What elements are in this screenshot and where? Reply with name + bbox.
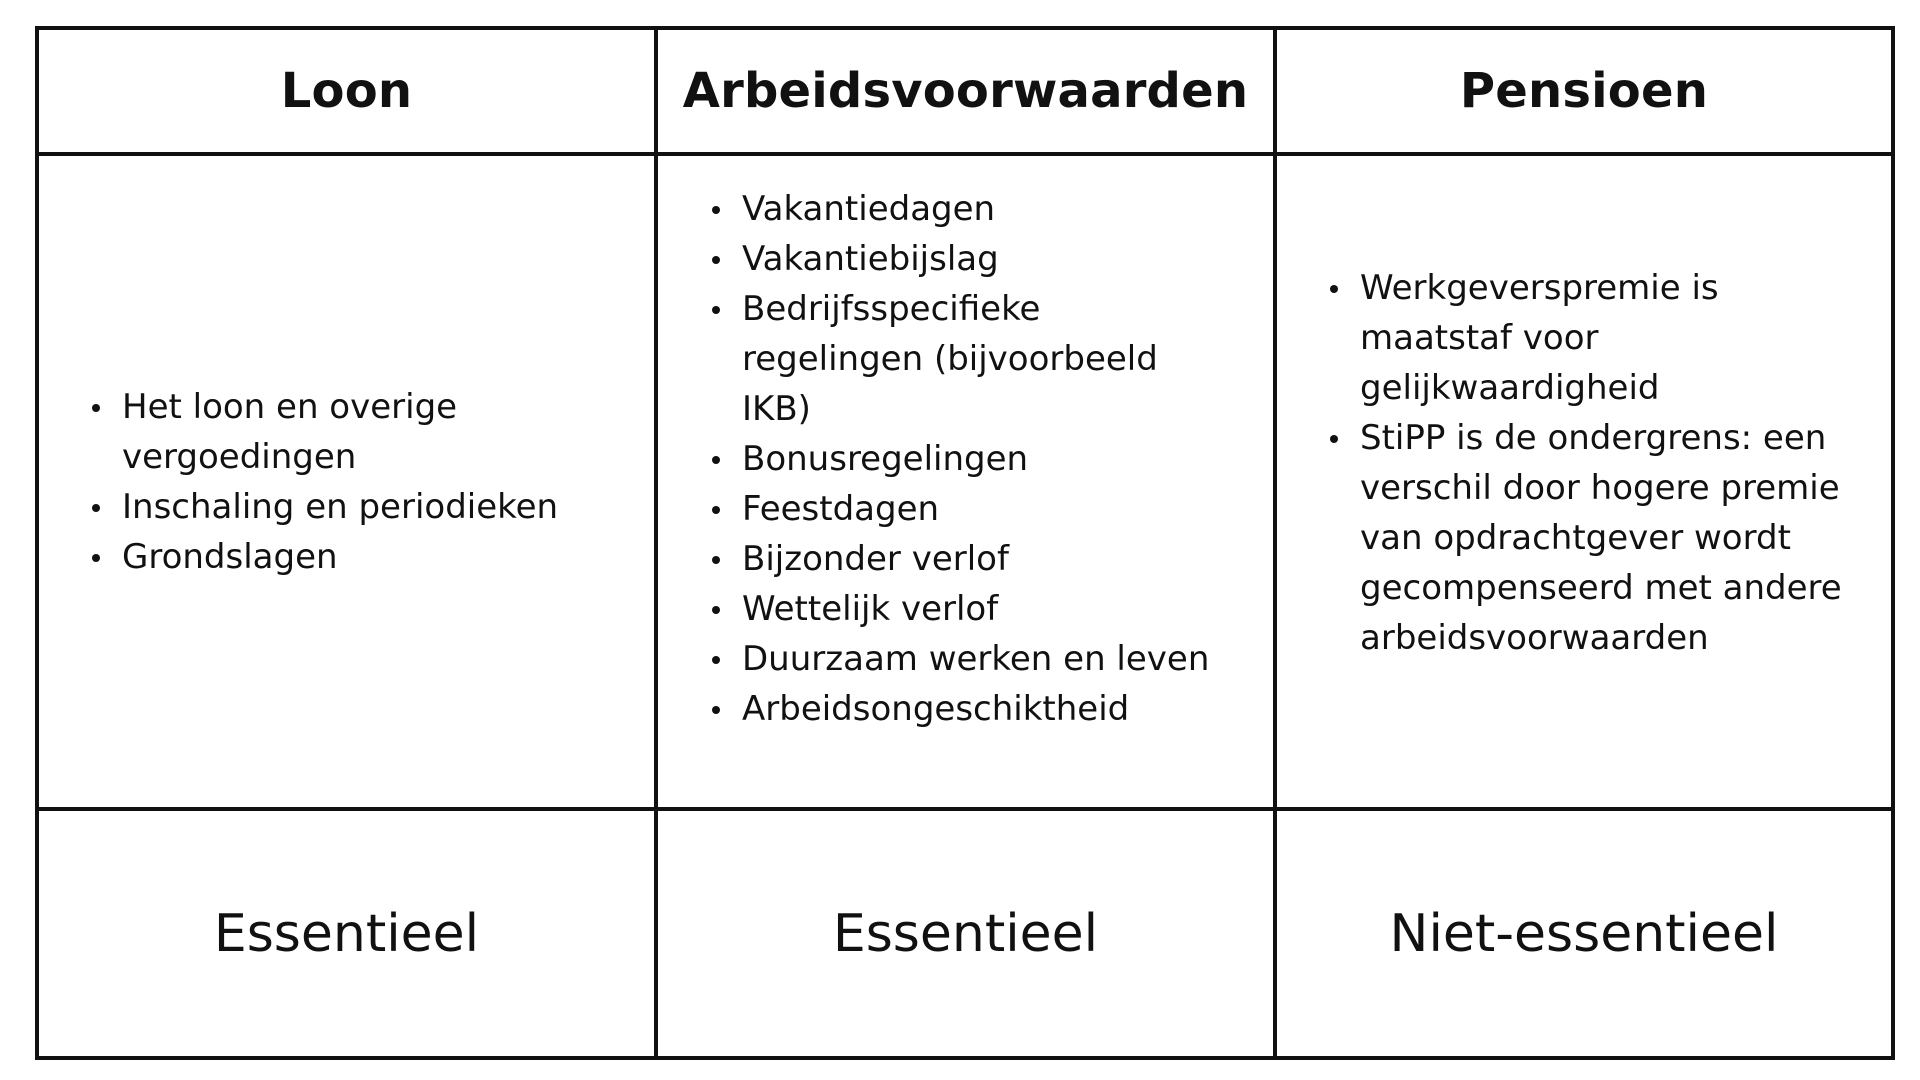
bullet-icon: [712, 456, 720, 464]
list-item-text: Vakantiedagen: [742, 189, 996, 229]
list-item-text: Bonusregelingen: [742, 439, 1029, 479]
bullet-icon: [712, 556, 720, 564]
header-arbeidsvoorwaarden-label: Arbeidsvoorwaarden: [682, 63, 1249, 119]
header-pensioen-label: Pensioen: [1459, 63, 1709, 119]
footer-pensioen: [1277, 811, 1891, 1056]
list-item-text: Arbeidsongeschiktheid: [742, 689, 1130, 729]
list-item: [742, 434, 1252, 484]
list-arbeidsvoorwaarden: [742, 184, 1252, 734]
list-item: [1360, 413, 1870, 663]
footer-arbeidsvoorwaarden-label: Essentieel: [832, 903, 1099, 964]
list-item: [122, 382, 562, 482]
bullet-icon: [92, 404, 100, 412]
bullet-icon: [92, 554, 100, 562]
list-item: [742, 234, 1252, 284]
header-pensioen: [1277, 30, 1891, 156]
list-item-text: Duurzaam werken en leven: [742, 639, 1210, 679]
content-loon: [39, 156, 658, 811]
list-item-text: Bijzonder verlof: [742, 539, 1009, 579]
bullet-icon: [1330, 435, 1338, 443]
list-item: [742, 184, 1252, 234]
bullet-icon: [92, 504, 100, 512]
bullet-icon: [712, 606, 720, 614]
footer-loon: [39, 811, 658, 1056]
list-item-text: Inschaling en periodieken: [122, 486, 559, 527]
list-item-text: Bedrijfsspecifieke regelingen (bijvoorbeeld IKB): [742, 289, 1158, 429]
list-item-text: Grondslagen: [122, 536, 338, 577]
list-item-text: Feestdagen: [742, 489, 940, 529]
list-item: [742, 634, 1252, 684]
list-item-text: Werkgeverspremie is maatstaf voor gelijkwaardigheid: [1360, 267, 1719, 408]
header-loon-label: Loon: [280, 63, 413, 119]
list-item: [1360, 263, 1760, 413]
list-pensioen: [1360, 263, 1870, 663]
list-item: [122, 532, 562, 582]
list-item: [742, 484, 1252, 534]
list-item-text: Vakantiebijslag: [742, 239, 999, 279]
list-item: [742, 584, 1252, 634]
bullet-icon: [712, 506, 720, 514]
bullet-icon: [712, 656, 720, 664]
bullet-icon: [712, 256, 720, 264]
bullet-icon: [712, 306, 720, 314]
bullet-icon: [712, 706, 720, 714]
list-loon: [122, 382, 562, 582]
footer-loon-label: Essentieel: [213, 903, 480, 964]
list-item: [742, 284, 1202, 434]
comparison-table: [35, 26, 1895, 1060]
bullet-icon: [1330, 285, 1338, 293]
list-item: [122, 482, 562, 532]
footer-arbeidsvoorwaarden: [658, 811, 1277, 1056]
header-loon: [39, 30, 658, 156]
bullet-icon: [712, 206, 720, 214]
list-item-text: Het loon en overige vergoedingen: [122, 386, 458, 477]
content-pensioen: [1277, 156, 1891, 811]
list-item: [742, 684, 1252, 734]
list-item-text: Wettelijk verlof: [742, 589, 999, 629]
list-item: [742, 534, 1252, 584]
content-arbeidsvoorwaarden: [658, 156, 1277, 811]
header-arbeidsvoorwaarden: [658, 30, 1277, 156]
list-item-text: StiPP is de ondergrens: een verschil door hogere premie van opdrachtgever wordt gecompenseerd met andere arbeidsvoorwaarden: [1360, 417, 1842, 658]
footer-pensioen-label: Niet-essentieel: [1389, 903, 1779, 964]
